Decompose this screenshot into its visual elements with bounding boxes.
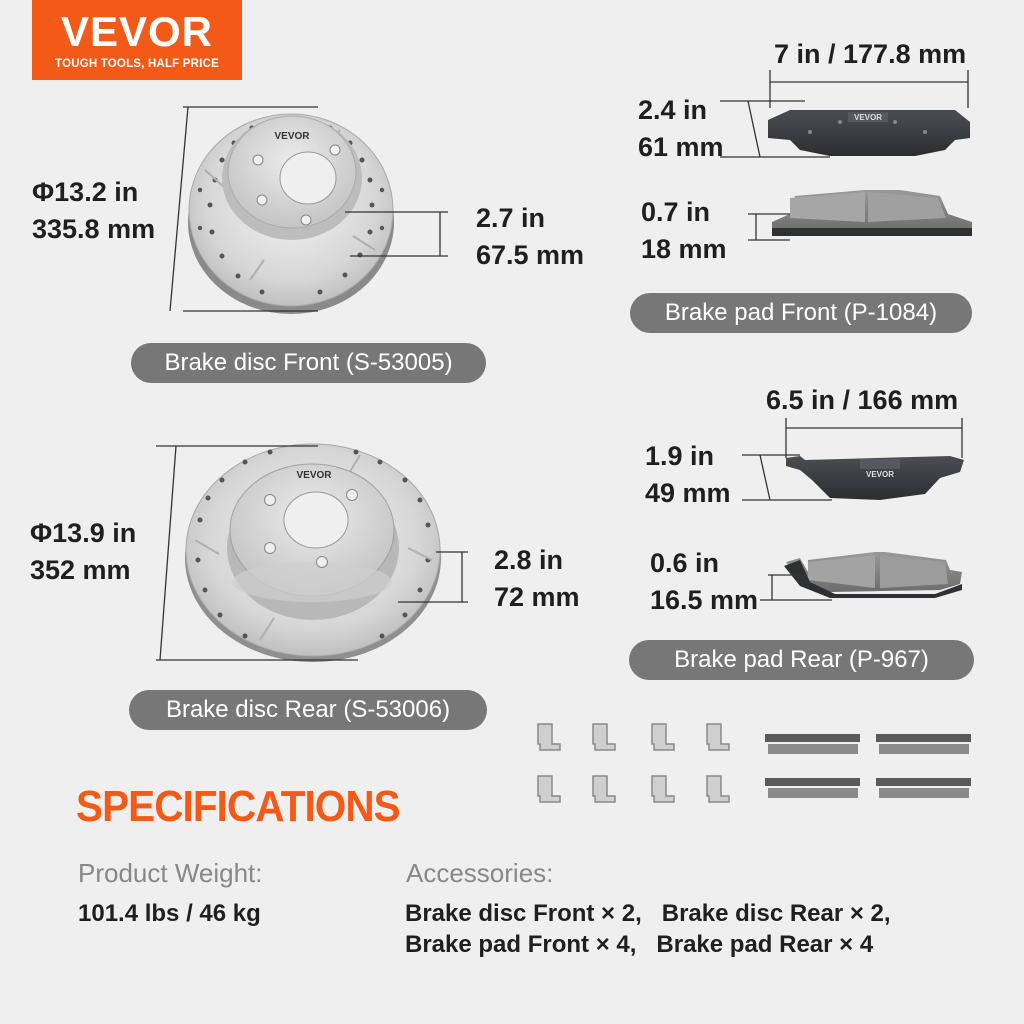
accessory-clips — [538, 724, 729, 802]
pad-front-thickness-in: 0.7 in — [641, 197, 711, 227]
disc-rear-height-in: 2.8 in — [494, 545, 564, 575]
brake-pad-rear-side-image — [784, 552, 962, 598]
disc-front-diameter — [32, 174, 155, 248]
accessories-line-2: Brake pad Front × 4, Brake pad Rear × 4 — [405, 931, 874, 958]
disc-rear-stamp: VEVOR — [296, 470, 332, 481]
brake-pad-rear-top-image — [786, 456, 964, 500]
disc-front-label: Brake disc Front (S-53005) — [131, 343, 486, 383]
pad-front-height-mm: 61 mm — [638, 132, 724, 162]
disc-front-diameter-in: Φ13.2 in — [32, 177, 139, 207]
pad-rear-thickness — [650, 545, 758, 619]
disc-rear-diameter-mm: 352 mm — [30, 555, 131, 585]
pad-front-width: 7 in / 177.8 mm — [774, 39, 967, 69]
disc-rear-height — [494, 542, 580, 616]
brake-disc-rear-image — [185, 444, 441, 662]
pad-rear-width: 6.5 in / 166 mm — [766, 385, 959, 415]
disc-rear-diameter — [30, 515, 136, 589]
pad-rear-height-mm: 49 mm — [645, 478, 731, 508]
pad-rear-height — [645, 438, 731, 512]
pad-front-height — [638, 92, 724, 166]
product-weight-label: Product Weight: — [78, 858, 263, 888]
disc-rear-diameter-in: Φ13.9 in — [30, 518, 137, 548]
pad-rear-thickness-in: 0.6 in — [650, 548, 720, 578]
logo-brand: VEVOR — [60, 8, 214, 55]
specifications-title: SPECIFICATIONS — [76, 782, 400, 831]
pad-front-height-in: 2.4 in — [638, 95, 708, 125]
disc-front-height — [476, 200, 584, 274]
accessories-line-1: Brake disc Front × 2, Brake disc Rear × 2, — [405, 900, 891, 927]
product-weight-value: 101.4 lbs / 46 kg — [78, 900, 261, 927]
brake-disc-front-image — [188, 114, 394, 314]
pad-rear-stamp: VEVOR — [865, 470, 895, 479]
disc-rear-height-mm: 72 mm — [494, 582, 580, 612]
logo-tagline: TOUGH TOOLS, HALF PRICE — [55, 58, 219, 70]
disc-front-height-mm: 67.5 mm — [476, 240, 585, 270]
pad-front-thickness — [641, 194, 727, 268]
pad-rear-thickness-mm: 16.5 mm — [650, 585, 759, 615]
accessory-shims — [765, 734, 971, 798]
disc-front-stamp: VEVOR — [274, 131, 310, 142]
pad-front-thickness-mm: 18 mm — [641, 234, 727, 264]
brake-pad-front-top-image — [768, 110, 970, 156]
brake-pad-front-side-image — [772, 190, 972, 236]
pad-rear-label: Brake pad Rear (P-967) — [629, 640, 974, 680]
disc-rear-label: Brake disc Rear (S-53006) — [129, 690, 487, 730]
pad-front-stamp: VEVOR — [853, 113, 883, 122]
pad-rear-height-in: 1.9 in — [645, 441, 715, 471]
accessories-label: Accessories: — [406, 858, 554, 888]
disc-front-height-in: 2.7 in — [476, 203, 546, 233]
pad-front-label: Brake pad Front (P-1084) — [630, 293, 972, 333]
disc-front-diameter-mm: 335.8 mm — [32, 214, 156, 244]
